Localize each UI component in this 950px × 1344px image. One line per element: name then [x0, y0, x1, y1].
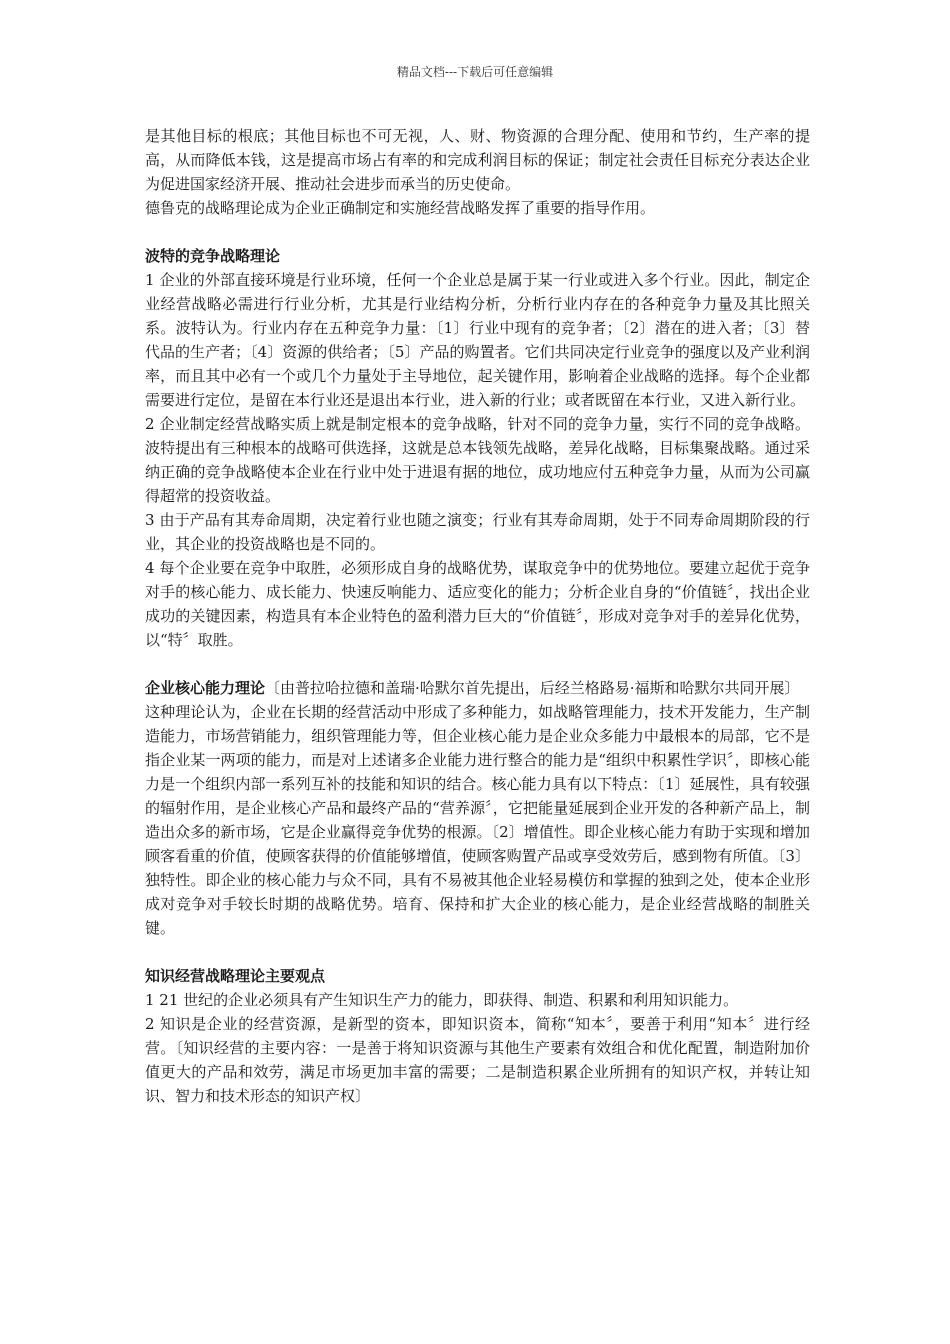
- page-header: 精品文档---下载后可任意编辑: [396, 65, 554, 79]
- porter-paragraph-2: 2 企业制定经营战略实质上就是制定根本的竞争战略，针对不同的竞争力量，实行不同的竞争战略。波特提出有三种根本的战略可供选择，这就是总本钱领先战略，差异化战略，目标集聚战略。通过采纳正确的竞争战略使本企业在行业中处于进退有据的地位，成功地应付五种竞争力量，从而为公司赢得超常的投资收益。: [145, 415, 810, 505]
- porter-paragraph-3: 3 由于产品有其寿命周期，决定着行业也随之演变；行业有其寿命周期，处于不同寿命周期阶段的行业，其企业的投资战略也是不同的。: [145, 511, 810, 553]
- paragraph-gap: [145, 220, 810, 244]
- paragraph-gap: [145, 940, 810, 964]
- knowledge-paragraph-2: 2 知识是企业的经营资源，是新型的资本，即知识资本，简称“知本〞，要善于利用“知本〞进行经营。〔知识经营的主要内容：一是善于将知识资源与其他生产要素有效组合和优化配置，制造附加价值更大的产品和效劳，满足市场更加丰富的需要；二是制造积累企业所拥有的知识产权，并转让知识、智力和技术形态的知识产权〕: [145, 1015, 810, 1105]
- core-section-heading: [145, 676, 810, 700]
- porter-paragraph-1: 1 企业的外部直接环境是行业环境，任何一个企业总是属于某一行业或进入多个行业。因此，制定企业经营战略必需进行行业分析，尤其是行业结构分析，分析行业内存在的各种竞争力量及其比照关系。波特认为。行业内存在五种竞争力量：〔1〕行业中现有的竞争者；〔2〕潜在的进入者；〔3〕替代品的生产者；〔4〕资源的供给者；〔5〕产品的购置者。它们共同决定行业竞争的强度以及产业利润率，而且其中必有一个或几个力量处于主导地位，起关键作用，影响着企业战略的选择。每个企业都需要进行定位，是留在本行业还是退出本行业，进入新的行业；或者既留在本行业，又进入新行业。: [145, 271, 810, 409]
- intro-paragraph-2: 德鲁克的战略理论成为企业正确制定和实施经营战略发挥了重要的指导作用。: [145, 199, 656, 217]
- paragraph-gap: [145, 652, 810, 676]
- knowledge-section-title: 知识经营战略理论主要观点: [145, 967, 326, 985]
- core-section-note: 〔由普拉哈拉德和盖瑞·哈默尔首先提出，后经兰格路易·福斯和哈默尔共同开展〕: [265, 679, 800, 697]
- core-section-title: 企业核心能力理论: [145, 679, 266, 697]
- knowledge-paragraph-1: 1 21 世纪的企业必须具有产生知识生产力的能力，即获得、制造、积累和利用知识能力。: [145, 991, 739, 1009]
- porter-section-title: 波特的竞争战略理论: [145, 247, 281, 265]
- porter-paragraph-4: 4 每个企业要在竞争中取胜，必须形成自身的战略优势，谋取竞争中的优势地位。要建立起优于竞争对手的核心能力、成长能力、快速反响能力、适应变化的能力；分析企业自身的“价值链〞，找出企业成功的关键因素，构造具有本企业特色的盈利潜力巨大的“价值链〞，形成对竞争对手的差异化优势，以“特〞取胜。: [145, 559, 810, 649]
- intro-paragraph-1: 是其他目标的根底；其他目标也不可无视，人、财、物资源的合理分配、使用和节约，生产率的提高，从而降低本钱，这是提高市场占有率的和完成利润目标的保证；制定社会责任目标充分表达企业为促进国家经济开展、推动社会进步而承当的历史使命。: [145, 127, 810, 193]
- core-paragraph-1: 这种理论认为，企业在长期的经营活动中形成了多种能力，如战略管理能力，技术开发能力，生产制造能力，市场营销能力，组织管理能力等，但企业核心能力是企业众多能力中最根本的局部，它不是指企业某一两项的能力，而是对上述诸多企业能力进行整合的能力是“组织中积累性学识〞，即核心能力是一个组织内部一系列互补的技能和知识的结合。核心能力具有以下特点：〔1〕延展性，具有较强的辐射作用，是企业核心产品和最终产品的“营养源〞，它把能量延展到企业开发的各种新产品上，制造出众多的新市场，它是企业赢得竞争优势的根源。〔2〕增值性。即企业核心能力有助于实现和增加顾客看重的价值，使顾客获得的价值能够增值，使顾客购置产品或享受效劳后，感到物有所值。〔3〕独特性。即企业的核心能力与众不同，具有不易被其他企业轻易模仿和掌握的独到之处，使本企业形成对竞争对手较长时期的战略优势。培育、保持和扩大企业的核心能力，是企业经营战略的制胜关键。: [145, 703, 810, 937]
- document-body: [145, 124, 810, 1108]
